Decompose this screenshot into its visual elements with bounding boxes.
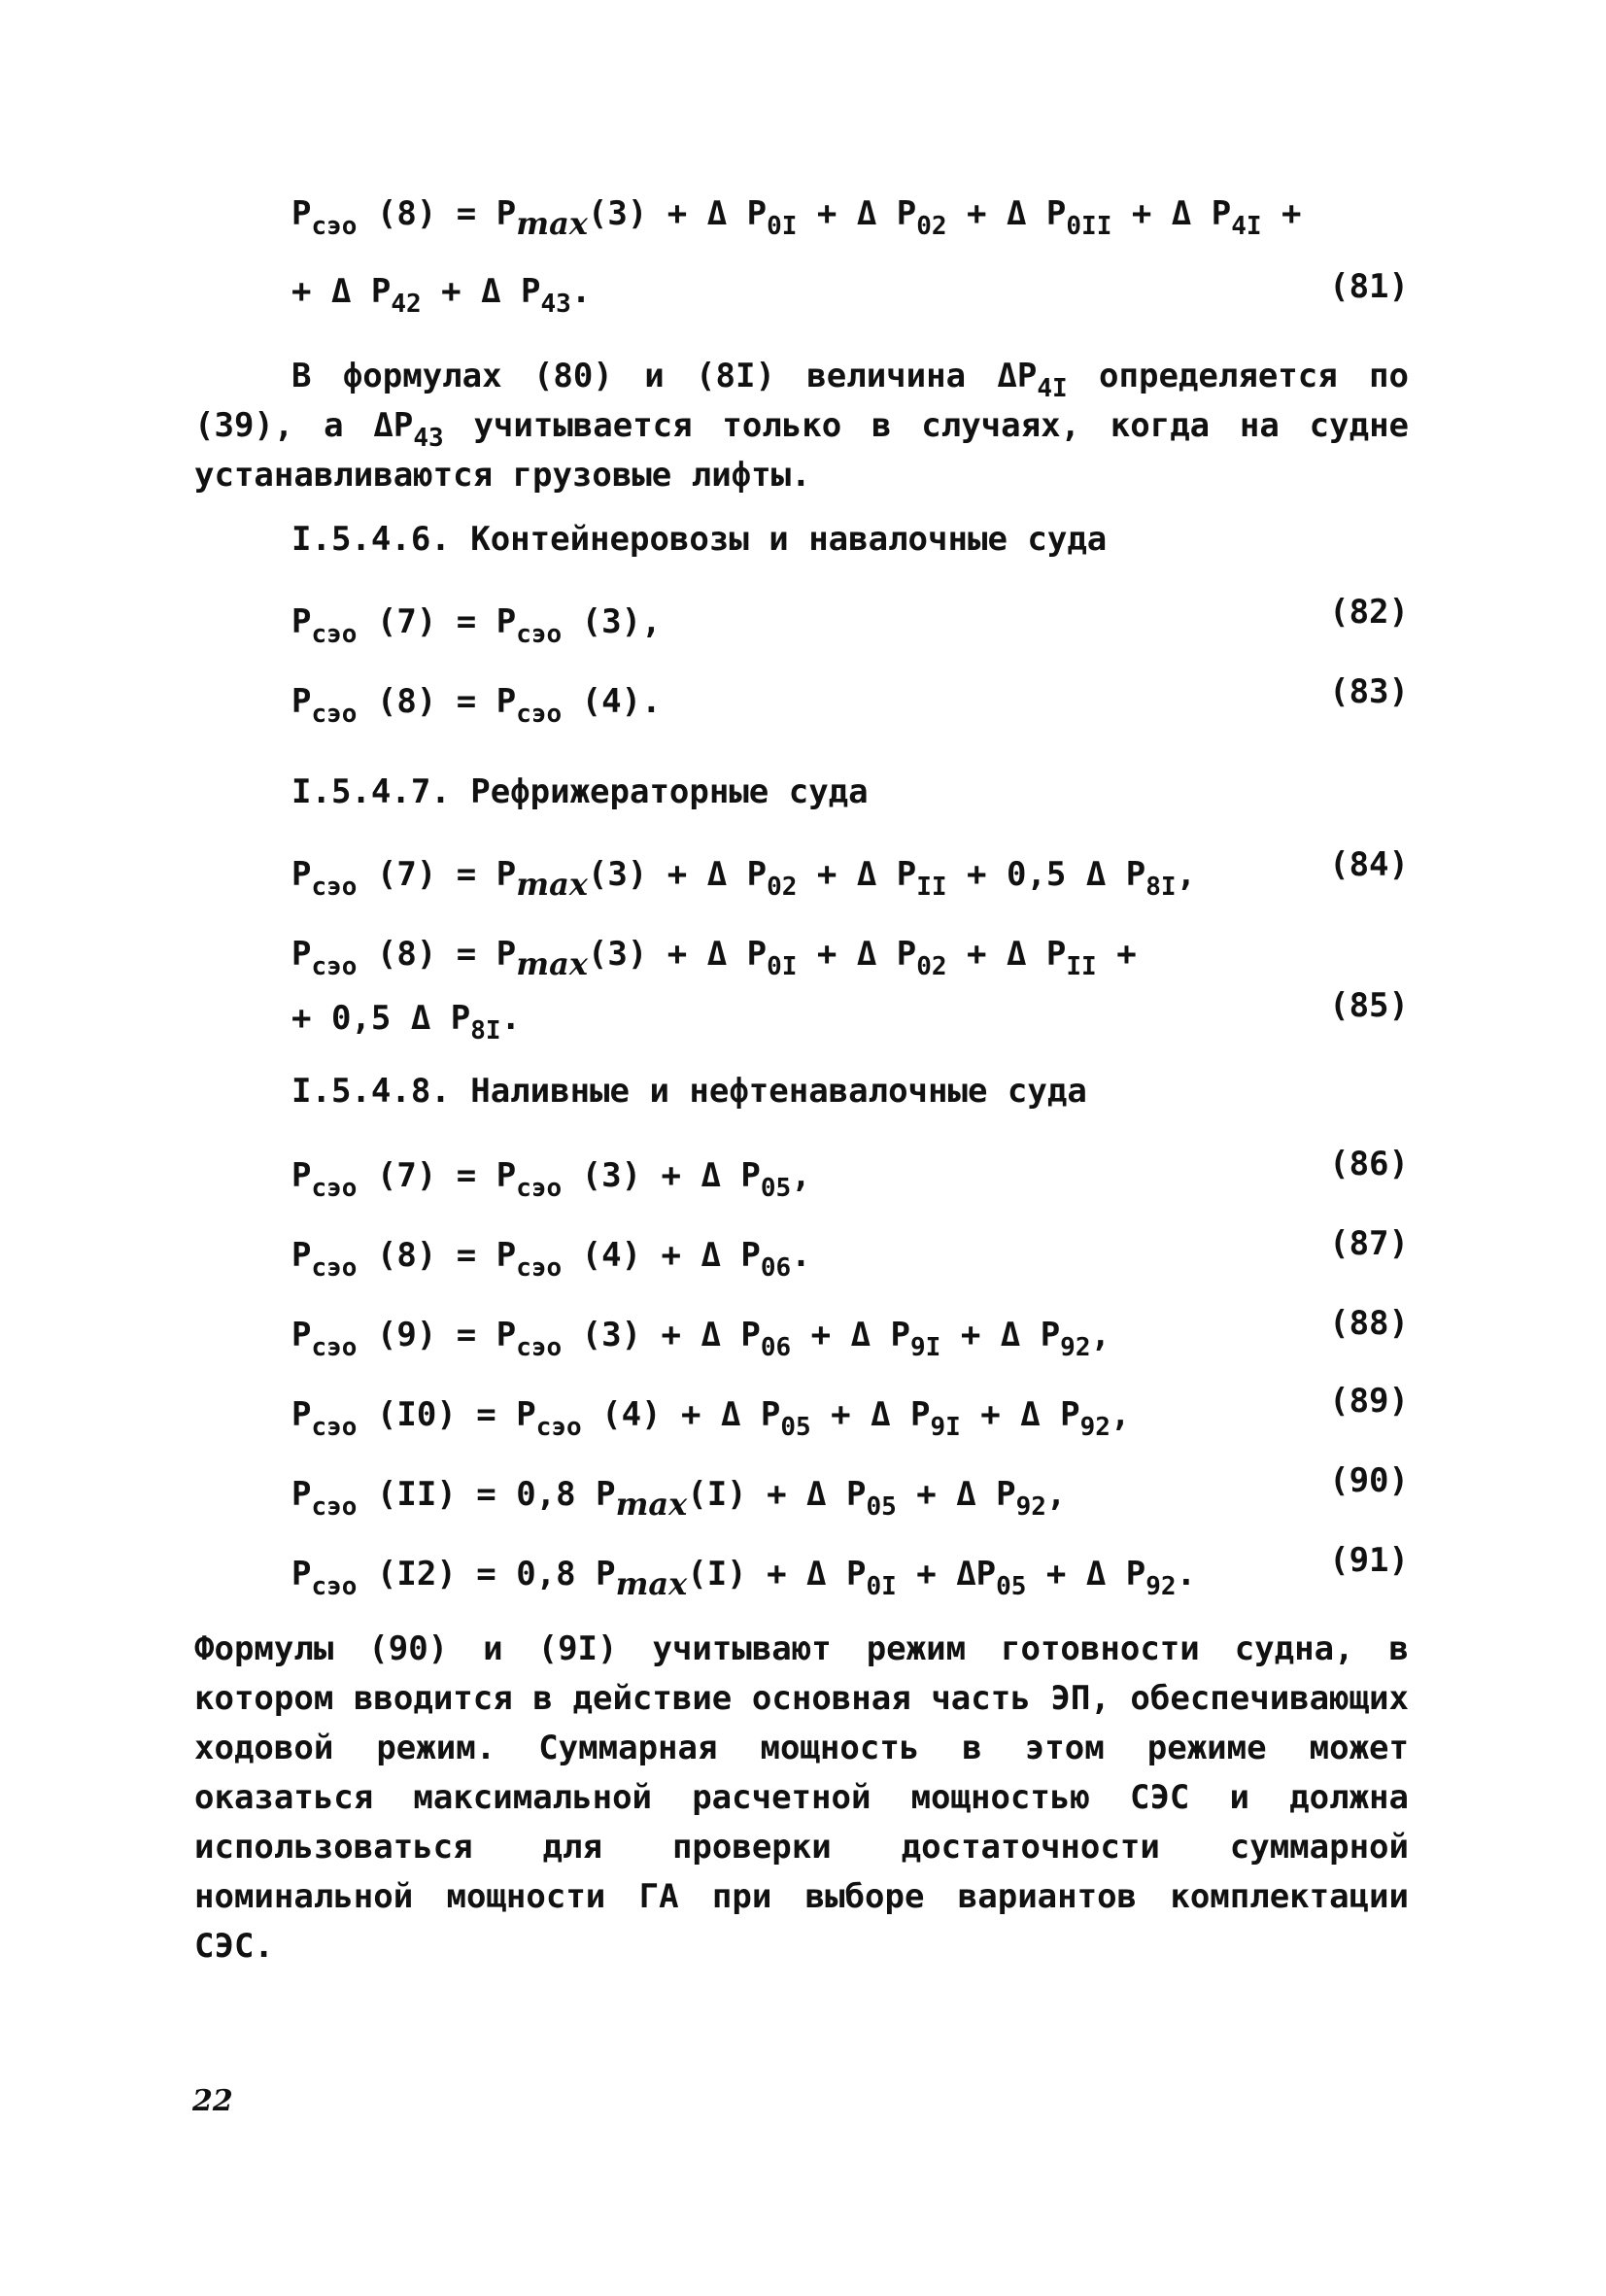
equation-number-84: (84) — [1329, 845, 1409, 884]
equation-91: $P_{сэо}$ (I2) = 0,8 $P_{max}(I) + \Delta$ $P_{0I} + \Delta P_{05} + \Delta$ $P_{92}$. — [291, 1555, 1197, 1602]
paragraph-formulas-80-81: В формулах (80) и (8I) величина $\Delta P_{4I}$ определяется по (39), а $\Delta P_{43}$ учитывается только в случаях, когда на судне устанавливаются грузовые лифты. — [194, 357, 1410, 495]
equation-number-82: (82) — [1329, 593, 1409, 632]
equation-81-line-1: $P_{сэо}$ $(8) = P_{max}(3) + \Delta$ $P_{0I} + \Delta$ $P_{02} + \Delta$ $P_{0II} + \Delta$ $P_{4I}$ + — [291, 194, 1302, 242]
page-number: 22 — [192, 2084, 233, 2118]
equation-90: $P_{сэо}$ (II) = 0,8 $P_{max}(I) + \Delta$ $P_{05} + \Delta$ $P_{92}$, — [291, 1475, 1067, 1523]
equation-number-86: (86) — [1329, 1145, 1409, 1183]
equation-82: $P_{сэо}$ $(7) = P_{сэо}$ (3), — [291, 602, 662, 649]
equation-number-90: (90) — [1329, 1461, 1409, 1500]
equation-89: $P_{сэо}$ $(I0) = P_{сэо}$ (4) + Δ $P_{05} + \Delta$ $P_{9I} + \Delta$ $P_{92}$, — [291, 1395, 1131, 1442]
section-heading-1-5-4-8: I.5.4.8. Наливные и нефтенавалочные суда — [291, 1072, 1087, 1111]
section-heading-1-5-4-7: I.5.4.7. Рефрижераторные суда — [291, 772, 869, 811]
equation-87: $P_{сэо}$ $(8) = P_{сэо}$ (4) + Δ $P_{06}$. — [291, 1236, 811, 1283]
equation-number-88: (88) — [1329, 1304, 1409, 1343]
equation-85-line-1: $P_{сэо}$ $(8) = P_{max}(3) + \Delta$ $P_{0I} + \Delta$ $P_{02} + \Delta$ $P_{II}$ + — [291, 935, 1137, 982]
equation-number-85: (85) — [1329, 986, 1409, 1025]
equation-number-89: (89) — [1329, 1382, 1409, 1421]
equation-81-line-2: + Δ $P_{42} + \Delta$ $P_{43}$. — [291, 272, 592, 319]
equation-88: $P_{сэо}$ $(9) = P_{сэо}$ (3) + Δ $P_{06} + \Delta$ $P_{9I} + \Delta$ $P_{92}$, — [291, 1316, 1111, 1362]
equation-86: $P_{сэо}$ $(7) = P_{сэо}$ (3) + Δ $P_{05}$, — [291, 1156, 811, 1203]
equation-85-line-2: + 0,5 Δ $P_{8I}$. — [291, 999, 522, 1045]
equation-number-91: (91) — [1329, 1541, 1409, 1580]
equation-83: $P_{сэо}$ $(8) = P_{сэо}$ (4). — [291, 682, 662, 729]
section-heading-1-5-4-6: I.5.4.6. Контейнеровозы и навалочные суда — [291, 520, 1108, 559]
paragraph-formulas-90-91: Формулы (90) и (9I) учитывают режим готовности судна, в котором вводится в действие основная часть ЭП, обеспечивающих ходовой режим. Суммарная мощность в этом режиме может оказаться максимальной расчетной мощностью СЭС и должна использоваться для проверки достаточности суммарной номинальной мощности ГА при выборе вариантов комплектации СЭС. — [194, 1629, 1409, 1966]
equation-number-81: (81) — [1329, 267, 1409, 306]
equation-84: $P_{сэо}$ $(7) = P_{max}(3) + \Delta$ $P_{02} + \Delta$ $P_{II} + 0,5$ Δ $P_{8I}$, — [291, 855, 1197, 903]
equation-number-87: (87) — [1329, 1224, 1409, 1263]
equation-number-83: (83) — [1329, 672, 1409, 711]
